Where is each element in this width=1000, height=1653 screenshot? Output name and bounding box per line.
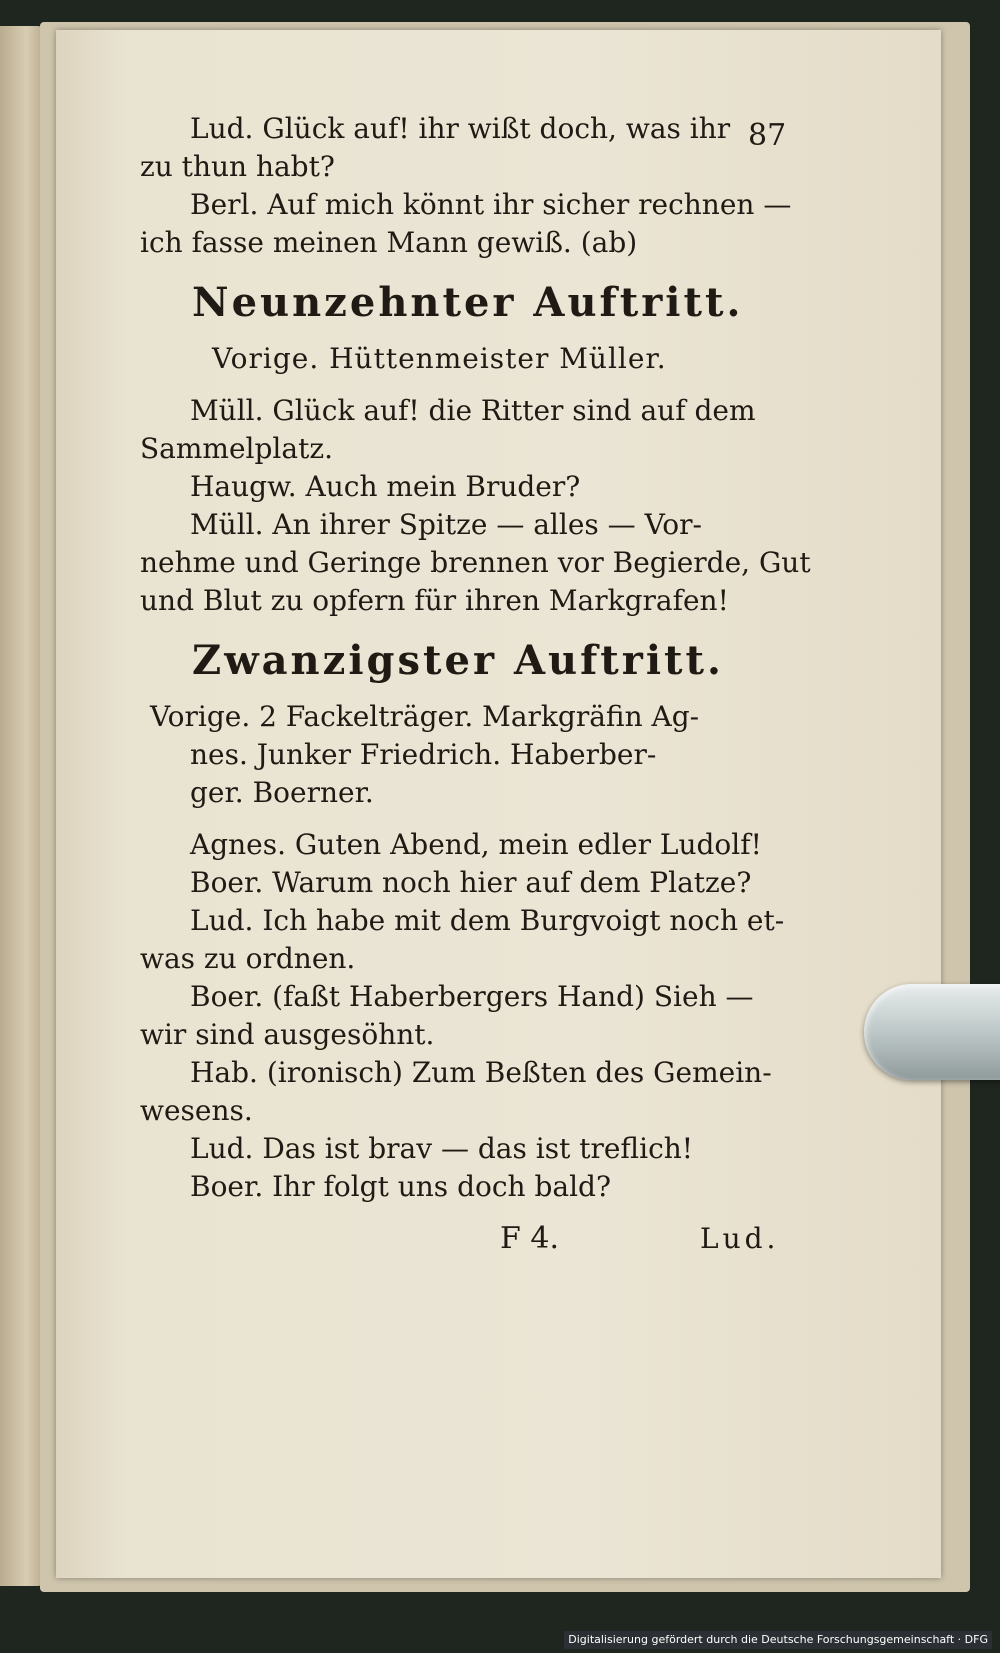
cast-list-20: nes. Junker Friedrich. Haberber-: [190, 738, 657, 771]
text-line: zu thun habt?: [140, 150, 335, 183]
catchword: Lud.: [700, 1222, 780, 1255]
text-line: Sammelplatz.: [140, 432, 333, 465]
text-line: Agnes. Guten Abend, mein edler Ludolf!: [190, 828, 762, 861]
text-line: was zu ordnen.: [140, 942, 356, 975]
page-clip: [864, 984, 1000, 1080]
text-line: Boer. Ihr folgt uns doch bald?: [190, 1170, 611, 1203]
page-text: [140, 110, 811, 1264]
text-line: wesens.: [140, 1094, 253, 1127]
signature-mark: F 4.: [500, 1221, 559, 1256]
text-line: Haugw. Auch mein Bruder?: [190, 470, 581, 503]
text-line: und Blut zu opfern für ihren Markgrafen!: [140, 584, 729, 617]
scene-heading-20: Zwanzigster Auftritt.: [192, 637, 724, 684]
page-number: 87: [748, 118, 787, 153]
text-line: wir sind ausgesöhnt.: [140, 1018, 435, 1051]
text-line: Berl. Auf mich könnt ihr sicher rechnen —: [190, 188, 792, 221]
text-line: Boer. (faßt Haberbergers Hand) Sieh —: [190, 980, 754, 1013]
page-footer: [140, 1220, 800, 1264]
text-line: nehme und Geringe brennen vor Begierde, Gut: [140, 546, 811, 579]
text-line: Müll. An ihrer Spitze — alles — Vor-: [190, 508, 702, 541]
text-line: Boer. Warum noch hier auf dem Platze?: [190, 866, 752, 899]
cast-list-20: Vorige. 2 Fackelträger. Markgräfin Ag-: [150, 700, 700, 733]
text-line: Lud. Ich habe mit dem Burgvoigt noch et-: [190, 904, 785, 937]
scene-heading-19: Neunzehnter Auftritt.: [192, 279, 744, 326]
text-line: Lud. Glück auf! ihr wißt doch, was ihr: [190, 112, 731, 145]
text-line: Hab. (ironisch) Zum Beßten des Gemein-: [190, 1056, 772, 1089]
left-page-edge: [0, 26, 44, 1586]
cast-list-20: ger. Boerner.: [190, 776, 374, 809]
digitization-credit: Digitalisierung gefördert durch die Deutsche Forschungsgemeinschaft · DFG: [564, 1631, 992, 1649]
text-line: Lud. Das ist brav — das ist treflich!: [190, 1132, 694, 1165]
text-line: Müll. Glück auf! die Ritter sind auf dem: [190, 394, 756, 427]
cast-list-19: Vorige. Hüttenmeister Müller.: [212, 342, 667, 375]
text-line: ich fasse meinen Mann gewiß. (ab): [140, 226, 638, 259]
